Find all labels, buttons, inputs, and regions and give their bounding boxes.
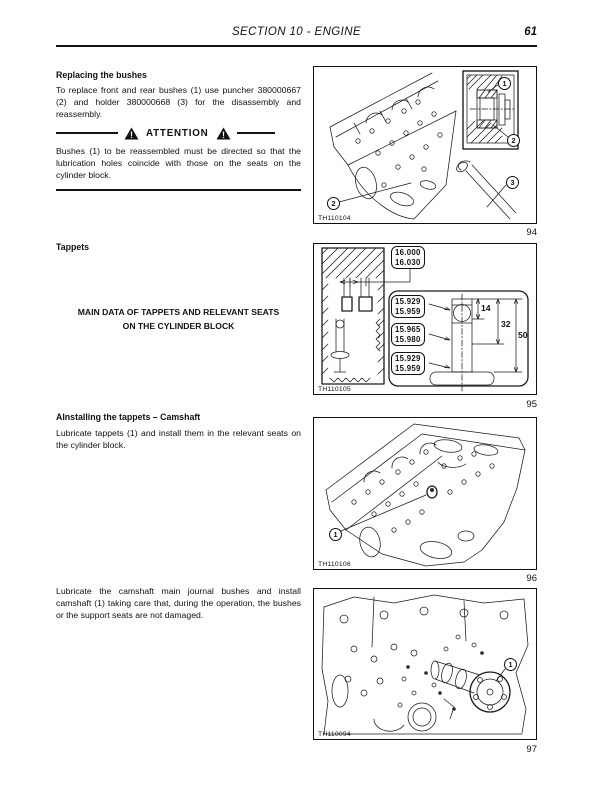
engine-block-camshaft-art-97: [314, 589, 535, 738]
figure-95: [313, 243, 537, 395]
table-title-line2: ON THE CYLINDER BLOCK: [122, 320, 235, 331]
paragraph-replacing-bushes: To replace front and rear bushes (1) use puncher 380000667 (2) and holder 380000668 (3) for the disassembly and reassembly.: [56, 85, 301, 119]
attention-rule-left: [56, 132, 118, 134]
page-title: SECTION 10 - ENGINE: [231, 26, 361, 38]
engine-block-art-94: [314, 67, 535, 222]
callout-2: 2: [327, 197, 340, 210]
paragraph-installing-tappets: Lubricate tappets (1) and install them in the relevant seats on the cylinder block.: [56, 428, 301, 450]
table-title-line1: MAIN DATA OF TAPPETS AND RELEVANT SEATS: [77, 307, 280, 317]
figure-94: [313, 66, 537, 224]
section-heading-tappets: Tappets: [56, 242, 90, 252]
dim-tappet-bottom: 15.929 15.959: [391, 352, 425, 375]
figure-caption-96: 96: [526, 573, 537, 584]
paragraph-attention: Bushes (1) to be reassembled must be directed so that the lubrication holes coincide with those on the seats on the cylinder block.: [56, 146, 301, 180]
warning-icon: [216, 127, 231, 140]
figure-caption-94: 94: [526, 227, 537, 238]
figure-code: TH110106: [318, 561, 351, 568]
dim-label-32: 32: [501, 319, 511, 329]
figure-code: TH110104: [318, 215, 351, 222]
section-heading-replacing-bushes: Replacing the bushes: [56, 70, 147, 80]
engine-block-art-96: [314, 418, 535, 568]
callout-3: 3: [506, 176, 519, 189]
attention-label: ATTENTION: [146, 127, 209, 139]
attention-rule-right: [237, 132, 275, 134]
dim-seat-mid: 15.965 15.980: [391, 323, 425, 346]
figure-caption-95: 95: [526, 399, 537, 410]
table-title: [56, 306, 301, 333]
callout-1: 1: [504, 658, 517, 671]
dim-label-50: 50: [518, 330, 528, 340]
dim-label-14: 14: [481, 303, 491, 313]
page-number: 61: [524, 26, 537, 38]
paragraph-camshaft: Lubricate the camshaft main journal bushes and install camshaft (1) taking care that, during the operation, the bushes or the support seats are not damaged.: [56, 586, 301, 620]
section-heading-installing-tappets: AInstalling the tappets – Camshaft: [56, 412, 201, 422]
svg-text:!: !: [221, 129, 225, 140]
attention-bottom-rule: [56, 189, 301, 191]
svg-text:!: !: [130, 129, 133, 140]
callout-2-inset: 2: [507, 134, 520, 147]
figure-caption-97: 97: [526, 744, 537, 755]
warning-icon: [124, 127, 139, 140]
figure-96: [313, 417, 537, 570]
figure-97: [313, 588, 537, 740]
dim-tappet-top: 15.929 15.959: [391, 295, 425, 318]
attention-banner: [56, 126, 301, 140]
callout-1: 1: [329, 528, 342, 541]
dim-seat-bore: 16.000 16.030: [391, 246, 425, 269]
figure-code: TH110094: [318, 731, 351, 738]
callout-1: 1: [498, 77, 511, 90]
header-rule: [56, 45, 537, 47]
figure-code: TH110105: [318, 386, 351, 393]
